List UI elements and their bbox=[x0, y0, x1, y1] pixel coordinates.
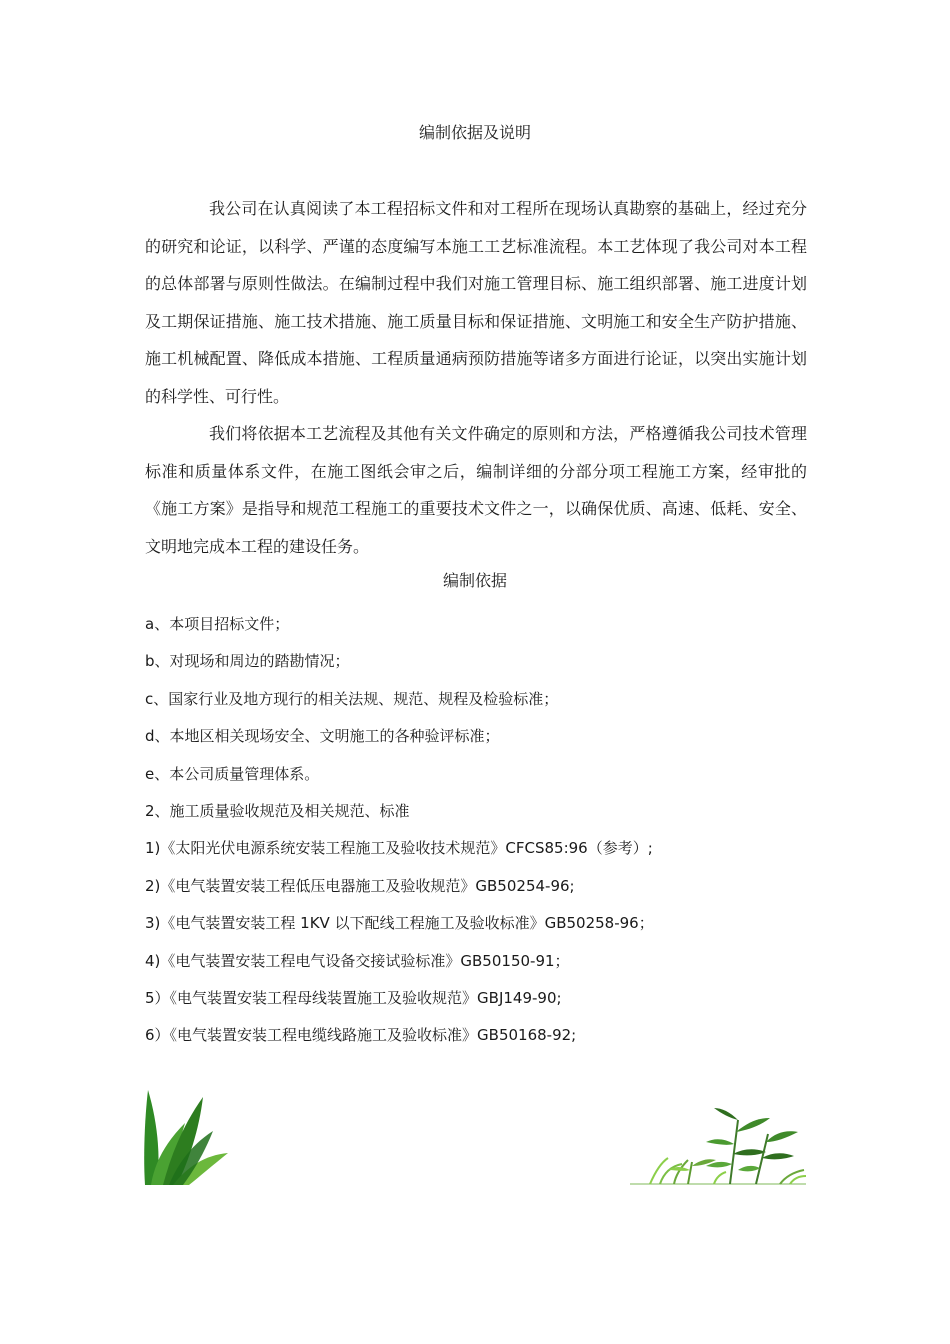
list-item: 2、施工质量验收规范及相关规范、标准 bbox=[145, 801, 410, 820]
document-title: 编制依据及说明 bbox=[418, 123, 531, 142]
list-item: 4)《电气装置安装工程电气设备交接试验标准》GB50150-91； bbox=[145, 951, 570, 970]
list-item: d、本地区相关现场安全、文明施工的各种验评标准； bbox=[145, 727, 500, 746]
list-item: b、对现场和周边的踏勘情况； bbox=[145, 652, 350, 671]
list-item: 5）《电气装置安装工程母线装置施工及验收规范》GBJ149-90; bbox=[145, 988, 562, 1007]
method-paragraph: 我们将依据本工艺流程及其他有关文件确定的原则和方法，严格遵循我公司技术管理标准和质量体系文件，在施工图纸会审之后，编制详细的分部分项工程施工方案，经审批的《施工方案》是指导和规范工程施工的重要技术文件之一，以确保优质、高速、低耗、安全、文明地完成本工程的建设任务。 bbox=[145, 424, 807, 556]
section-subtitle: 编制依据 bbox=[442, 571, 507, 590]
list-item: a、本项目招标文件； bbox=[145, 615, 290, 633]
intro-paragraph: 我公司在认真阅读了本工程招标文件和对工程所在现场认真勘察的基础上，经过充分的研究和论证，以科学、严谨的态度编写本施工工艺标准流程。本工艺体现了我公司对本工程的总体部署与原则性做法。在编制过程中我们对施工管理目标、施工组织部署、施工进度计划及工期保证措施、施工技术措施、施工质量目标和保证措施、文明施工和安全生产防护措施、施工机械配置、降低成本措施、工程质量通病预防措施等诸多方面进行论证，以突出实施计划的科学性、可行性。 bbox=[145, 199, 807, 406]
bamboo-grass-icon bbox=[630, 1100, 806, 1185]
basis-list bbox=[145, 606, 807, 1055]
list-item: c、国家行业及地方现行的相关法规、规范、规程及检验标准； bbox=[145, 689, 559, 708]
list-item: 2)《电气装置安装工程低压电器施工及验收规范》GB50254-96; bbox=[145, 876, 575, 895]
list-item: 3)《电气装置安装工程 1KV 以下配线工程施工及验收标准》GB50258-96； bbox=[145, 914, 654, 933]
list-item: 1)《太阳光伏电源系统安装工程施工及验收技术规范》CFCS85:96（参考）; bbox=[145, 839, 653, 858]
list-item: e、本公司质量管理体系。 bbox=[145, 764, 320, 783]
plant-leaves-icon bbox=[143, 1085, 233, 1185]
list-item: 6）《电气装置安装工程电缆线路施工及验收标准》GB50168-92; bbox=[145, 1026, 577, 1045]
